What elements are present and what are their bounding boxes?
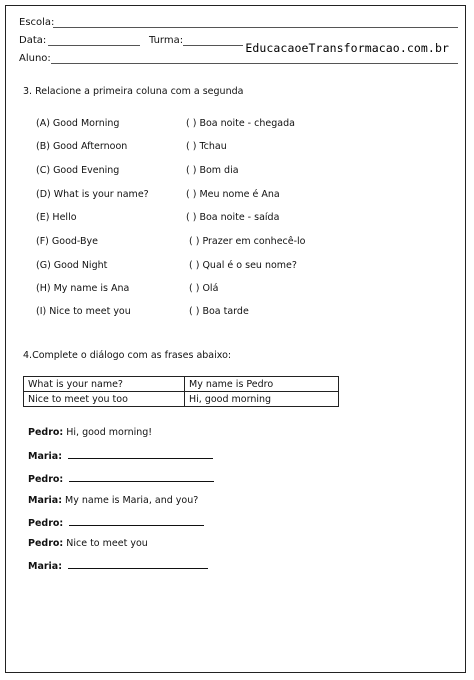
table-cell: What is your name? (24, 377, 185, 392)
turma-line[interactable] (183, 45, 243, 46)
speaker-label: Pedro: (28, 538, 64, 549)
match-left: (D) What is your name? (36, 189, 149, 200)
phrase-table (23, 376, 339, 407)
match-left: (A) Good Morning (36, 118, 120, 129)
match-right[interactable]: ( ) Boa noite - saída (186, 212, 280, 223)
q4-title: 4.Complete o diálogo com as frases abaixo: (23, 350, 232, 361)
match-right[interactable]: ( ) Boa tarde (189, 306, 249, 317)
aluno-label: Aluno: (19, 53, 51, 64)
turma-label: Turma: (149, 35, 184, 46)
answer-blank[interactable] (69, 473, 214, 482)
dialogue-line (28, 427, 152, 438)
dialogue-line (28, 560, 208, 572)
dialogue-line (28, 495, 198, 506)
match-right[interactable]: ( ) Tchau (186, 141, 227, 152)
table-row (24, 392, 339, 407)
match-right[interactable]: ( ) Boa noite - chegada (186, 118, 295, 129)
escola-label: Escola: (19, 17, 55, 28)
match-right[interactable]: ( ) Meu nome é Ana (186, 189, 280, 200)
table-row (24, 377, 339, 392)
dialogue-text: Nice to meet you (66, 538, 148, 549)
match-left: (I) Nice to meet you (36, 306, 131, 317)
table-cell: Nice to meet you too (24, 392, 185, 407)
q3-title: 3. Relacione a primeira coluna com a segunda (23, 86, 244, 97)
site-watermark: EducacaoeTransformacao.com.br (245, 41, 449, 55)
escola-line[interactable] (53, 27, 458, 28)
table-cell: Hi, good morning (185, 392, 339, 407)
speaker-label: Maria: (28, 495, 63, 506)
answer-blank[interactable] (68, 450, 213, 459)
match-right[interactable]: ( ) Qual é o seu nome? (189, 260, 297, 271)
match-left: (B) Good Afternoon (36, 141, 128, 152)
dialogue-line (28, 473, 214, 485)
speaker-label: Pedro: (28, 427, 64, 438)
answer-blank[interactable] (69, 517, 204, 526)
match-left: (G) Good Night (36, 260, 108, 271)
dialogue-text: Hi, good morning! (66, 427, 153, 438)
dialogue-line (28, 450, 213, 462)
aluno-line[interactable] (51, 63, 458, 64)
dialogue-line (28, 517, 204, 529)
speaker-label: Maria: (28, 561, 63, 572)
match-left: (E) Hello (36, 212, 77, 223)
match-right[interactable]: ( ) Bom dia (186, 165, 239, 176)
dialogue-line (28, 538, 148, 549)
match-right[interactable]: ( ) Prazer em conhecê-lo (189, 236, 306, 247)
match-left: (H) My name is Ana (36, 283, 130, 294)
answer-blank[interactable] (68, 560, 208, 569)
speaker-label: Pedro: (28, 474, 64, 485)
worksheet-frame (5, 5, 466, 673)
speaker-label: Pedro: (28, 518, 64, 529)
match-right[interactable]: ( ) Olá (189, 283, 219, 294)
speaker-label: Maria: (28, 451, 63, 462)
data-label: Data: (19, 35, 47, 46)
dialogue-text: My name is Maria, and you? (65, 495, 199, 506)
match-left: (C) Good Evening (36, 165, 120, 176)
data-line[interactable] (48, 45, 140, 46)
match-left: (F) Good-Bye (36, 236, 98, 247)
table-cell: My name is Pedro (185, 377, 339, 392)
